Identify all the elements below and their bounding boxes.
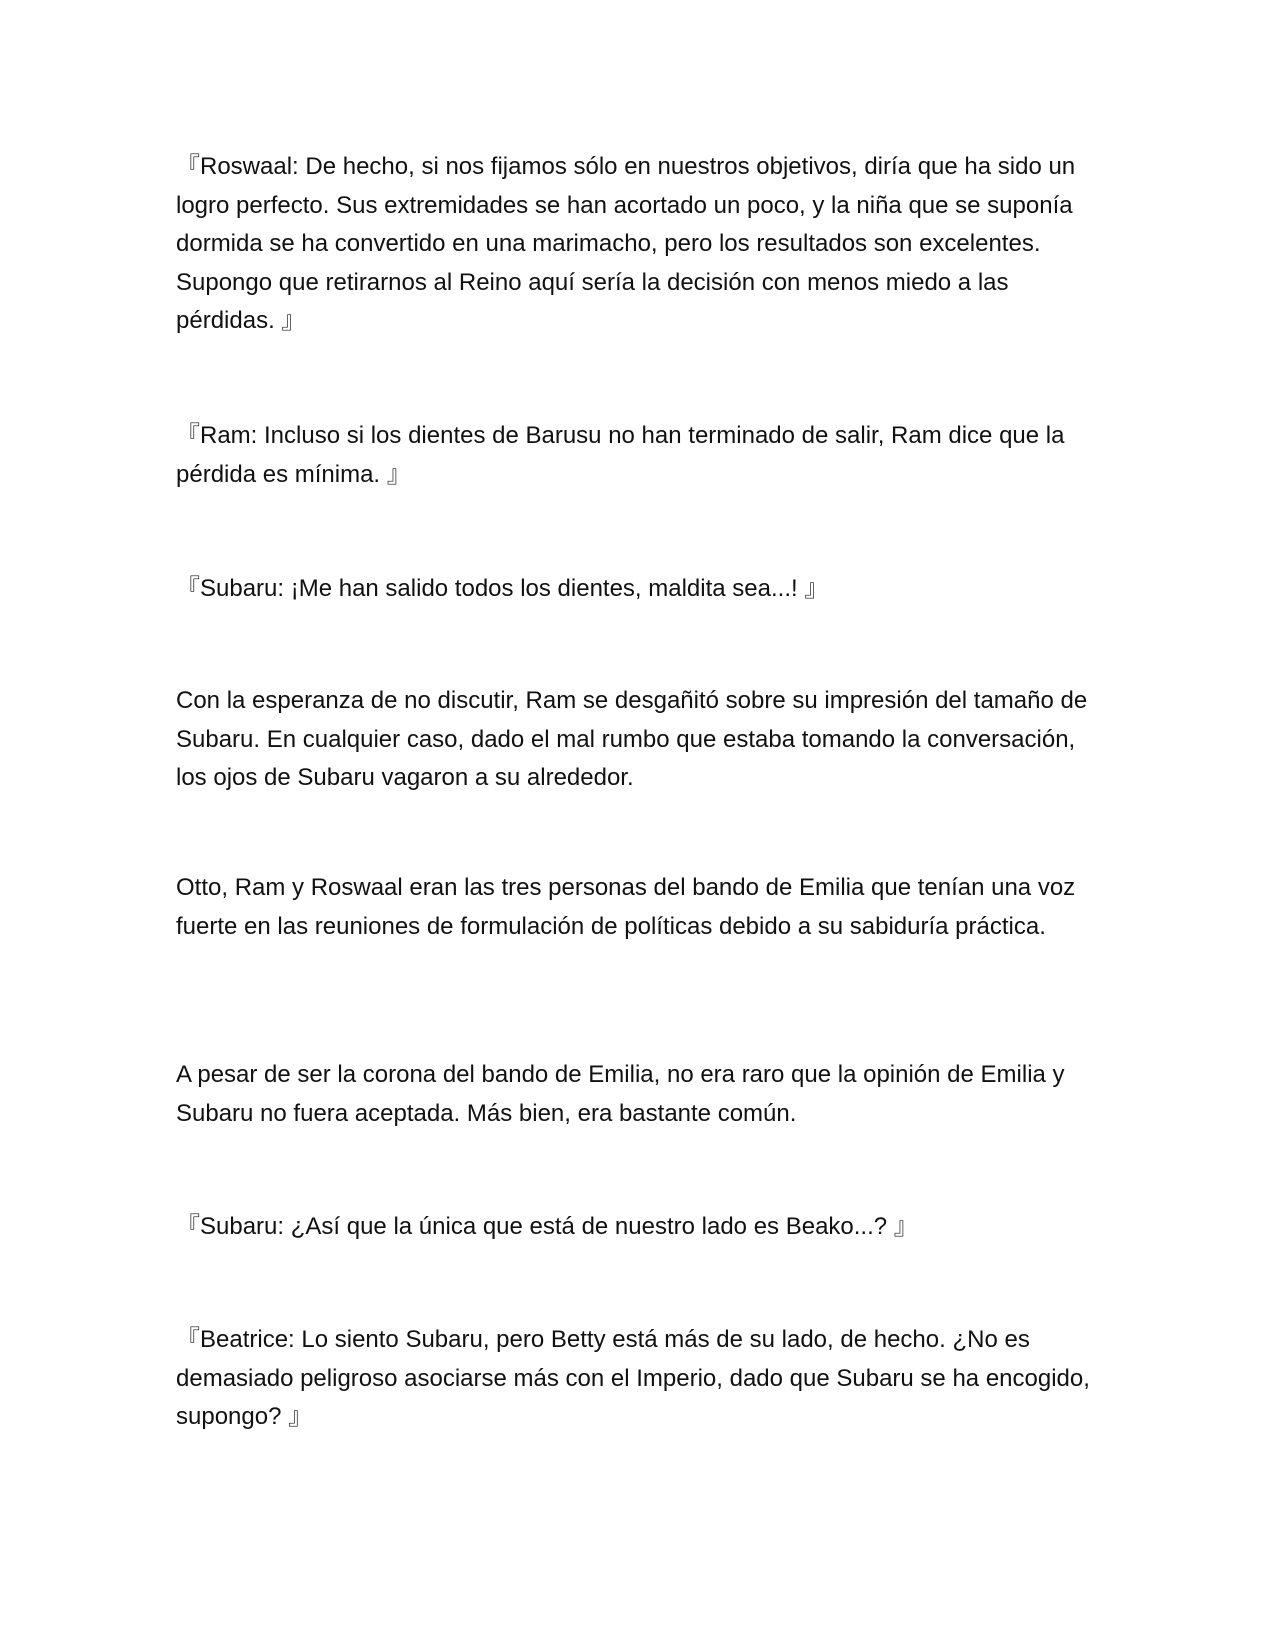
dialogue-ram: 『Ram: Incluso si los dientes de Barusu no han terminado de salir, Ram dice que la pérdida es mínima. 』 <box>176 422 1065 488</box>
dialogue-subaru: 『Subaru: ¡Me han salido todos los dientes, maldita sea...! 』 <box>176 575 829 602</box>
dialogue-subaru: 『Subaru: ¿Así que la única que está de nuestro lado es Beako...? 』 <box>176 1213 918 1240</box>
narration-paragraph: A pesar de ser la corona del bando de Emilia, no era raro que la opinión de Emilia y Subaru no fuera aceptada. Más bien, era bastante común. <box>176 1061 1065 1127</box>
narration-paragraph: Con la esperanza de no discutir, Ram se desgañitó sobre su impresión del tamaño de Subaru. En cualquier caso, dado el mal rumbo que estaba tomando la conversación, los ojos de Subaru vagaron a su alrededor. <box>176 687 1088 791</box>
narration-paragraph: Otto, Ram y Roswaal eran las tres personas del bando de Emilia que tenían una voz fuerte en las reuniones de formulación de políticas debido a su sabiduría práctica. <box>176 874 1076 940</box>
dialogue-beatrice: 『Beatrice: Lo siento Subaru, pero Betty está más de su lado, de hecho. ¿No es demasiado peligroso asociarse más con el Imperio, dado que Subaru se ha encogido, supongo? 』 <box>176 1326 1090 1430</box>
dialogue-roswaal: 『Roswaal: De hecho, si nos fijamos sólo en nuestros objetivos, diría que ha sido un logro perfecto. Sus extremidades se han acortado un poco, y la niña que se suponía dormida se ha convertido en una marimacho, pero los resultados son excelentes. Supongo que retirarnos al Reino aquí sería la decisión con menos miedo a las pérdidas. 』 <box>176 153 1076 334</box>
